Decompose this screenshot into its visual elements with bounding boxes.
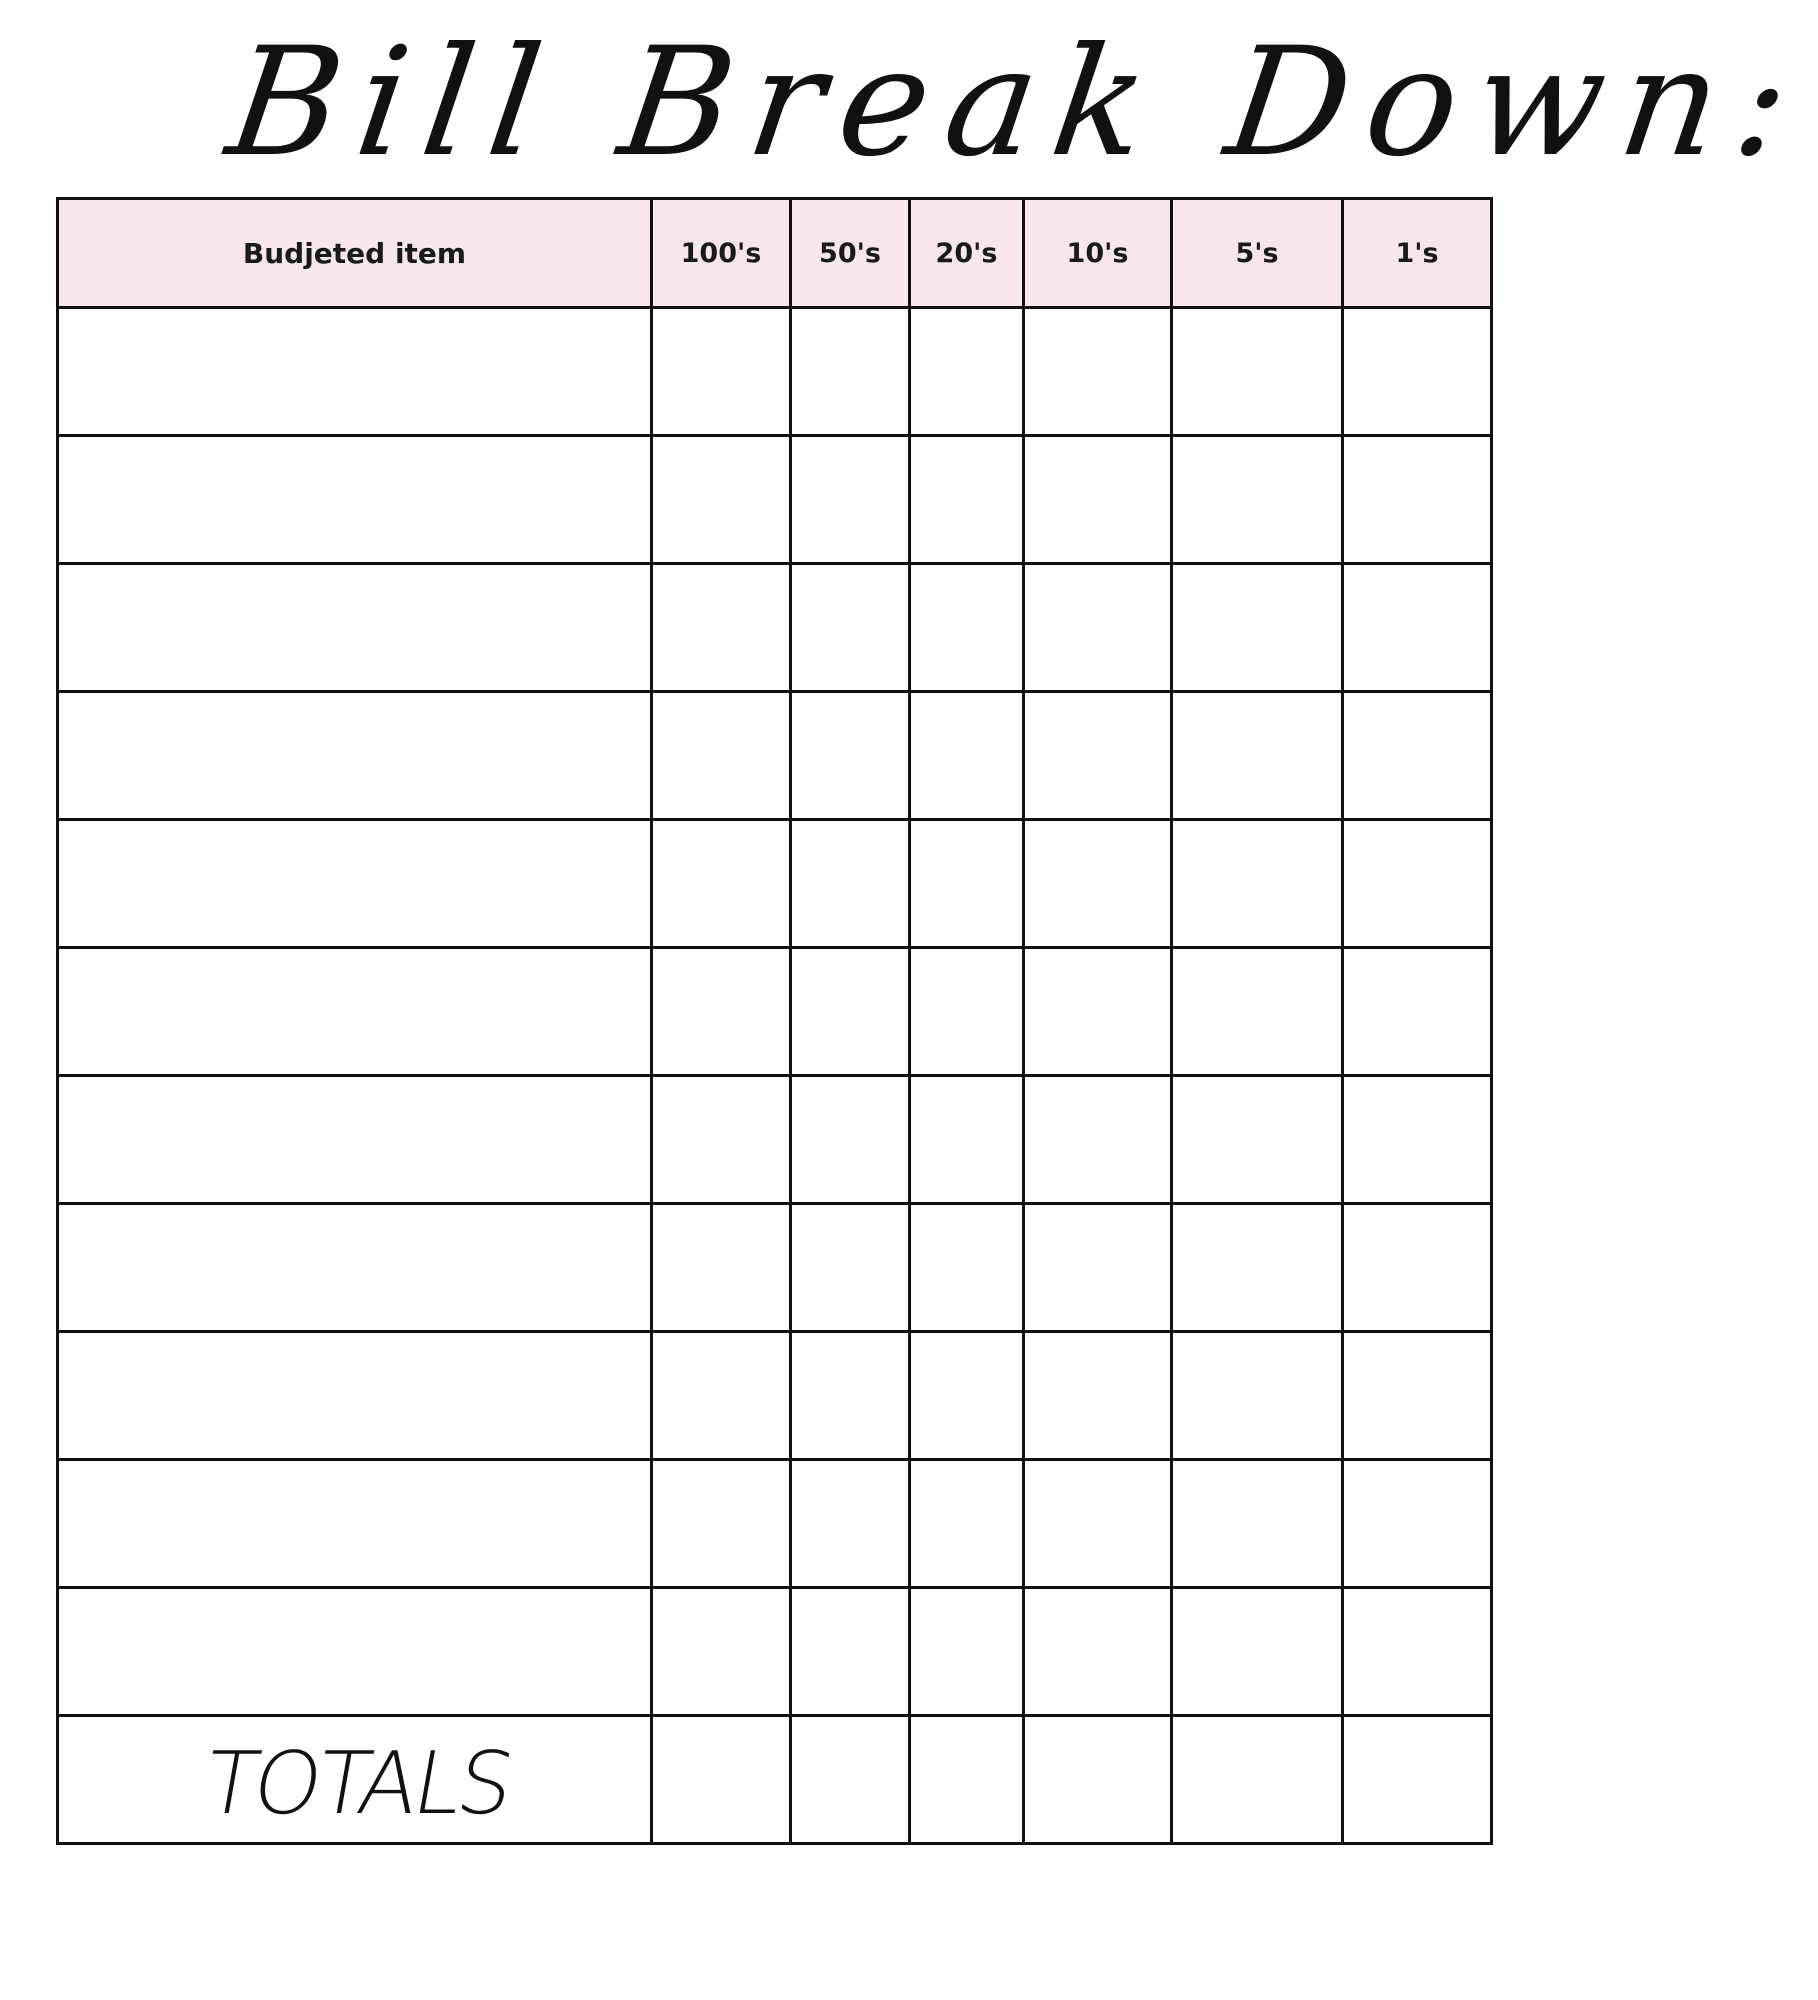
hundreds-cell[interactable] — [652, 436, 791, 564]
hundreds-total-cell[interactable] — [652, 1716, 791, 1844]
item-cell[interactable] — [58, 564, 652, 692]
tens-cell[interactable] — [1024, 1588, 1172, 1716]
item-cell[interactable] — [58, 1332, 652, 1460]
item-cell[interactable] — [58, 820, 652, 948]
header-fifties: 50's — [791, 199, 910, 308]
header-hundreds: 100's — [652, 199, 791, 308]
hundreds-cell[interactable] — [652, 1460, 791, 1588]
page-title: Bill Break Down: — [218, 16, 1818, 190]
hundreds-cell[interactable] — [652, 1204, 791, 1332]
fifties-cell[interactable] — [791, 1332, 910, 1460]
header-twenties: 20's — [910, 199, 1024, 308]
ones-cell[interactable] — [1343, 1588, 1492, 1716]
table-row — [58, 1204, 1492, 1332]
table-row — [58, 308, 1492, 436]
header-tens: 10's — [1024, 199, 1172, 308]
header-ones: 1's — [1343, 199, 1492, 308]
fifties-cell[interactable] — [791, 1588, 910, 1716]
item-cell[interactable] — [58, 1588, 652, 1716]
table-row — [58, 1332, 1492, 1460]
twenties-cell[interactable] — [910, 1204, 1024, 1332]
table-body — [58, 308, 1492, 1844]
ones-cell[interactable] — [1343, 1076, 1492, 1204]
fifties-cell[interactable] — [791, 692, 910, 820]
twenties-total-cell[interactable] — [910, 1716, 1024, 1844]
item-cell[interactable] — [58, 436, 652, 564]
fifties-cell[interactable] — [791, 308, 910, 436]
fifties-total-cell[interactable] — [791, 1716, 910, 1844]
ones-cell[interactable] — [1343, 436, 1492, 564]
header-budgeted-item: Budjeted item — [58, 199, 652, 308]
table-row — [58, 1076, 1492, 1204]
ones-cell[interactable] — [1343, 564, 1492, 692]
tens-cell[interactable] — [1024, 564, 1172, 692]
tens-cell[interactable] — [1024, 1460, 1172, 1588]
tens-total-cell[interactable] — [1024, 1716, 1172, 1844]
table-row — [58, 948, 1492, 1076]
header-row — [58, 199, 1492, 308]
table-row — [58, 820, 1492, 948]
item-cell[interactable] — [58, 948, 652, 1076]
fives-cell[interactable] — [1172, 1076, 1343, 1204]
hundreds-cell[interactable] — [652, 564, 791, 692]
ones-cell[interactable] — [1343, 692, 1492, 820]
fives-cell[interactable] — [1172, 1588, 1343, 1716]
tens-cell[interactable] — [1024, 1204, 1172, 1332]
totals-row — [58, 1716, 1492, 1844]
bill-breakdown-table — [56, 197, 1493, 1845]
fifties-cell[interactable] — [791, 436, 910, 564]
item-cell[interactable] — [58, 1204, 652, 1332]
twenties-cell[interactable] — [910, 1588, 1024, 1716]
fifties-cell[interactable] — [791, 564, 910, 692]
totals-label-cell — [58, 1716, 652, 1844]
twenties-cell[interactable] — [910, 692, 1024, 820]
item-cell[interactable] — [58, 1076, 652, 1204]
fives-cell[interactable] — [1172, 820, 1343, 948]
ones-cell[interactable] — [1343, 820, 1492, 948]
fifties-cell[interactable] — [791, 1076, 910, 1204]
table-row — [58, 692, 1492, 820]
hundreds-cell[interactable] — [652, 820, 791, 948]
fives-cell[interactable] — [1172, 1332, 1343, 1460]
fives-cell[interactable] — [1172, 948, 1343, 1076]
twenties-cell[interactable] — [910, 436, 1024, 564]
fives-cell[interactable] — [1172, 308, 1343, 436]
ones-cell[interactable] — [1343, 1204, 1492, 1332]
ones-cell[interactable] — [1343, 308, 1492, 436]
twenties-cell[interactable] — [910, 308, 1024, 436]
hundreds-cell[interactable] — [652, 308, 791, 436]
fifties-cell[interactable] — [791, 948, 910, 1076]
hundreds-cell[interactable] — [652, 1588, 791, 1716]
fives-cell[interactable] — [1172, 436, 1343, 564]
item-cell[interactable] — [58, 692, 652, 820]
fives-cell[interactable] — [1172, 692, 1343, 820]
tens-cell[interactable] — [1024, 308, 1172, 436]
fifties-cell[interactable] — [791, 1204, 910, 1332]
table-row — [58, 436, 1492, 564]
tens-cell[interactable] — [1024, 1076, 1172, 1204]
twenties-cell[interactable] — [910, 820, 1024, 948]
fives-cell[interactable] — [1172, 564, 1343, 692]
twenties-cell[interactable] — [910, 1332, 1024, 1460]
twenties-cell[interactable] — [910, 948, 1024, 1076]
fifties-cell[interactable] — [791, 1460, 910, 1588]
hundreds-cell[interactable] — [652, 1332, 791, 1460]
tens-cell[interactable] — [1024, 820, 1172, 948]
hundreds-cell[interactable] — [652, 948, 791, 1076]
header-fives: 5's — [1172, 199, 1343, 308]
fives-cell[interactable] — [1172, 1204, 1343, 1332]
tens-cell[interactable] — [1024, 436, 1172, 564]
fives-total-cell[interactable] — [1172, 1716, 1343, 1844]
ones-cell[interactable] — [1343, 1460, 1492, 1588]
table-row — [58, 564, 1492, 692]
ones-cell[interactable] — [1343, 1332, 1492, 1460]
tens-cell[interactable] — [1024, 1332, 1172, 1460]
fives-cell[interactable] — [1172, 1460, 1343, 1588]
hundreds-cell[interactable] — [652, 1076, 791, 1204]
ones-cell[interactable] — [1343, 948, 1492, 1076]
twenties-cell[interactable] — [910, 1076, 1024, 1204]
fifties-cell[interactable] — [791, 820, 910, 948]
table-row — [58, 1460, 1492, 1588]
twenties-cell[interactable] — [910, 1460, 1024, 1588]
tens-cell[interactable] — [1024, 692, 1172, 820]
table-row — [58, 1588, 1492, 1716]
item-cell[interactable] — [58, 1460, 652, 1588]
tens-cell[interactable] — [1024, 948, 1172, 1076]
table-header — [58, 199, 1492, 308]
item-cell[interactable] — [58, 308, 652, 436]
totals-label: TOTALS — [196, 1733, 518, 1834]
hundreds-cell[interactable] — [652, 692, 791, 820]
ones-total-cell[interactable] — [1343, 1716, 1492, 1844]
twenties-cell[interactable] — [910, 564, 1024, 692]
